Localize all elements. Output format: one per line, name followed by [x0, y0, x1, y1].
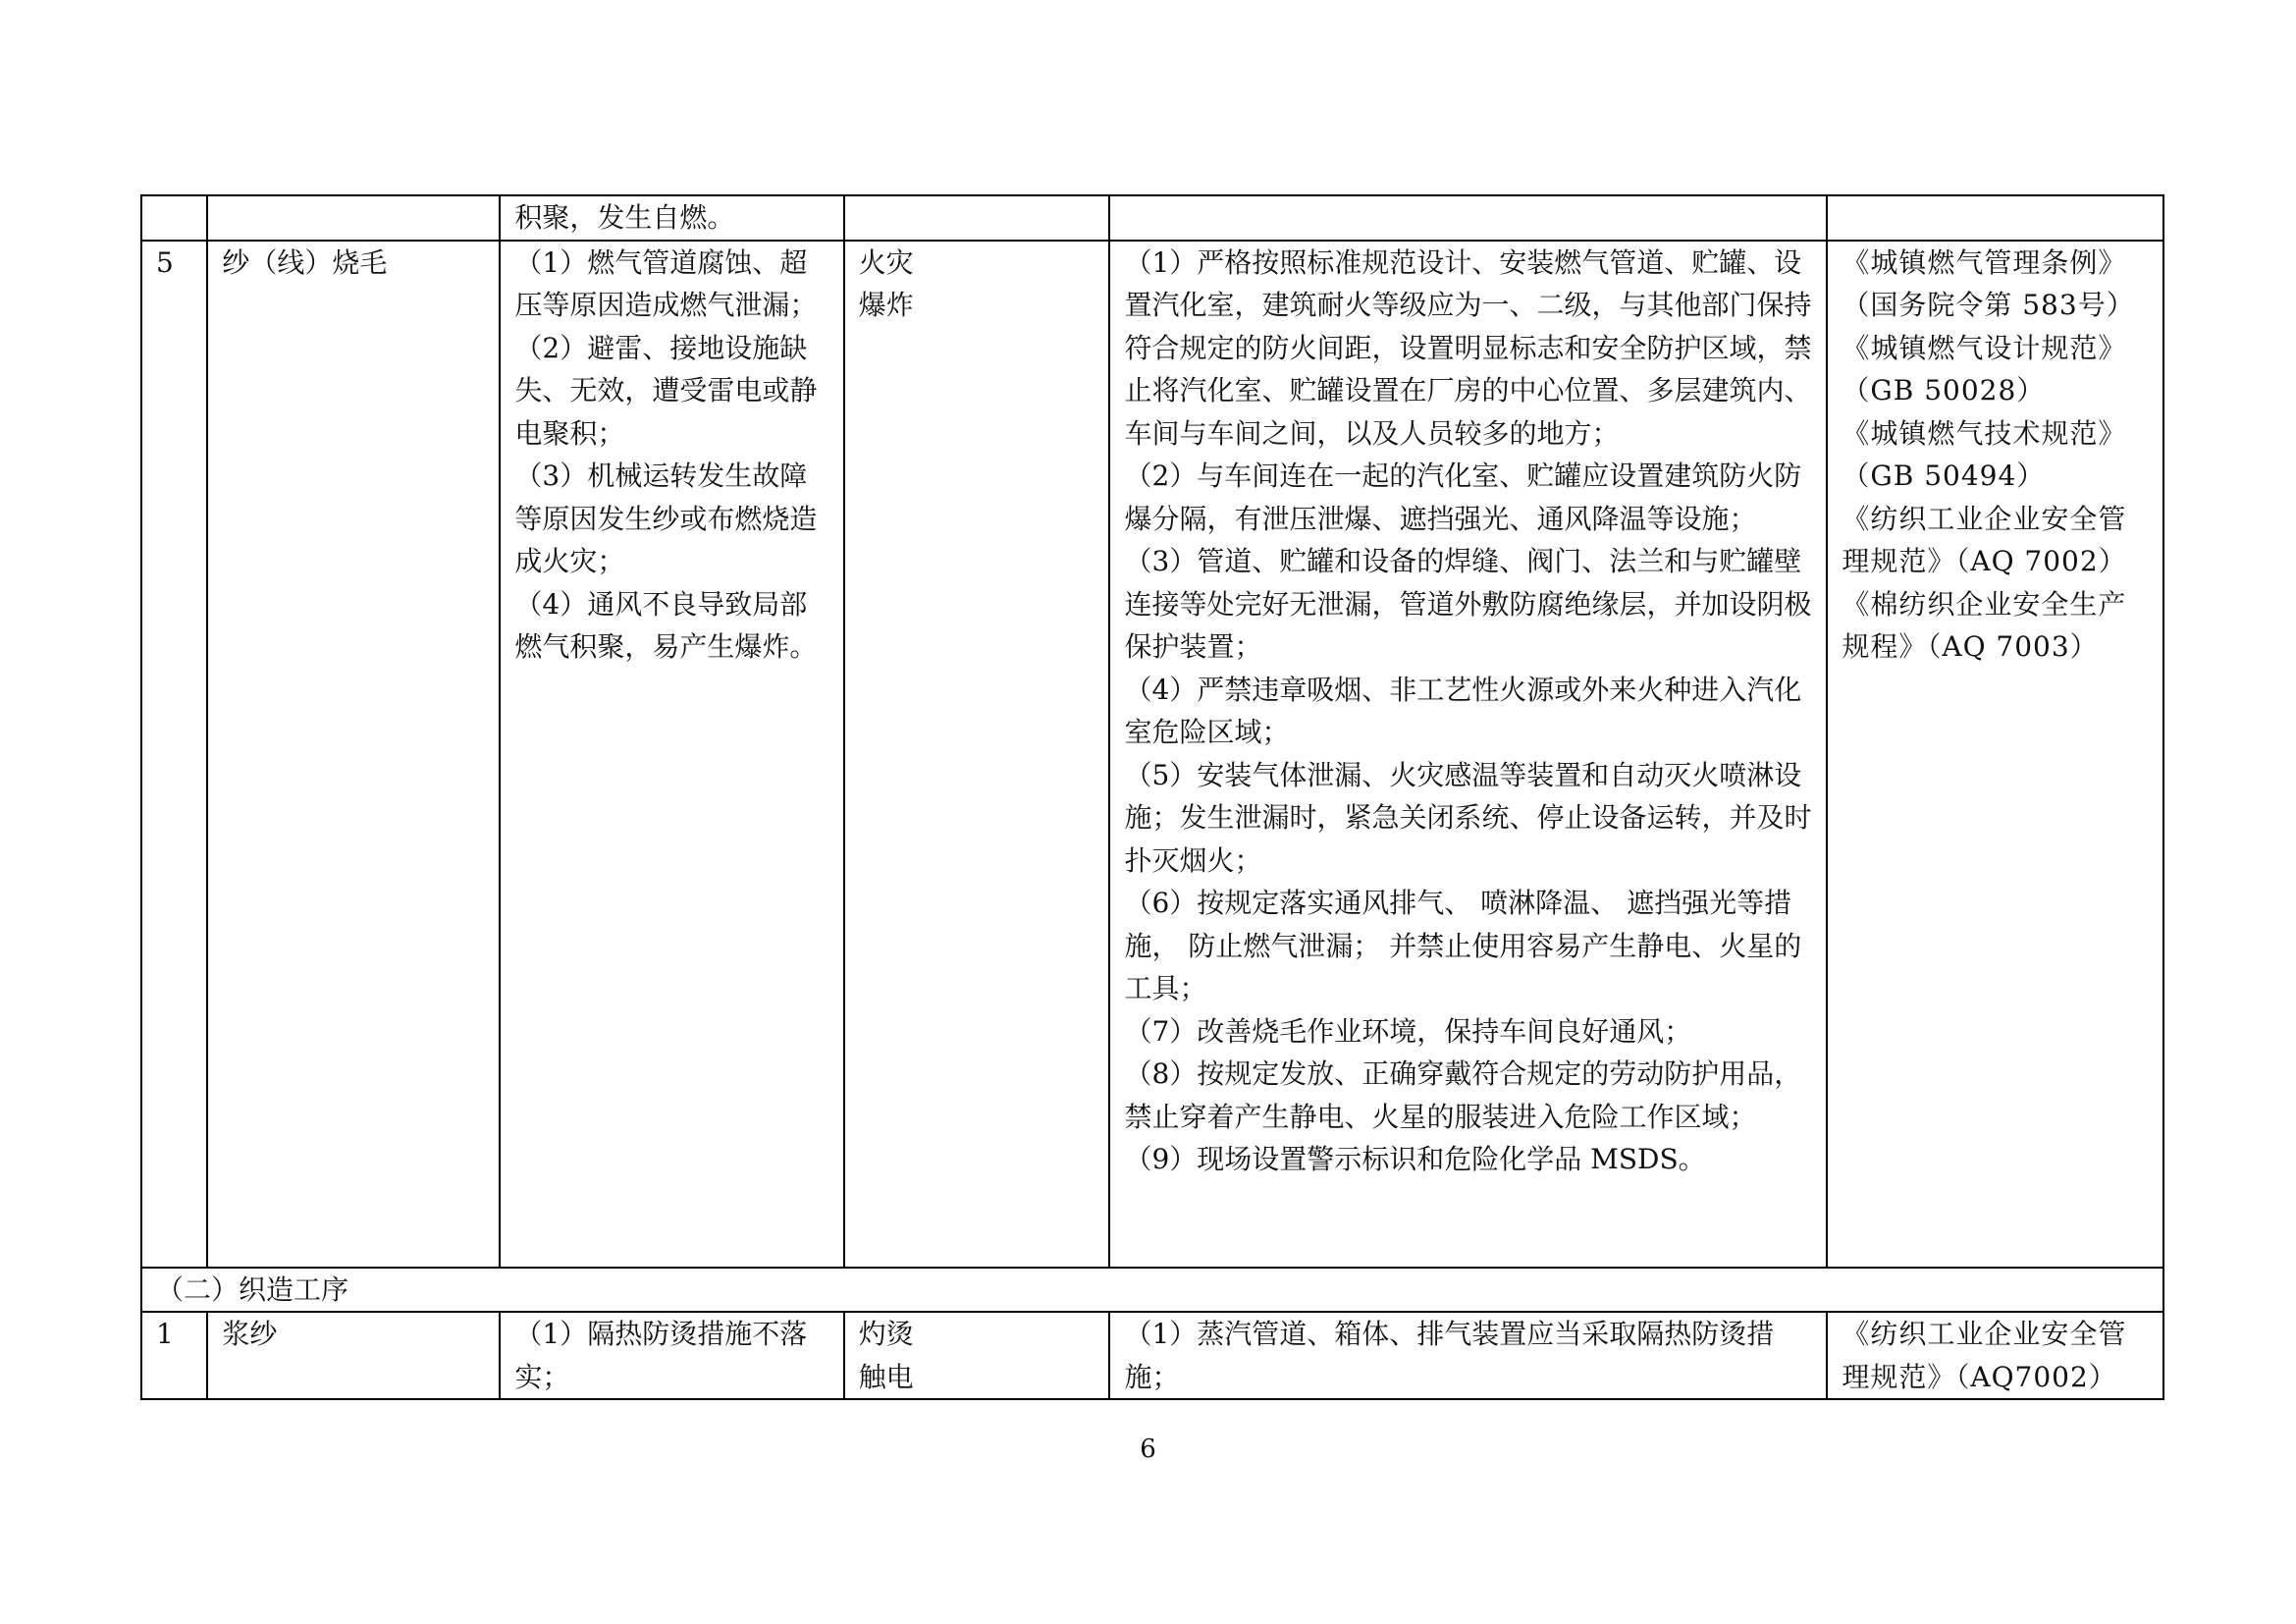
cell-process: [207, 195, 500, 241]
accident-type: 触电: [858, 1360, 914, 1393]
accident-type: 灼烫: [858, 1318, 914, 1350]
cell-measures: [1109, 1312, 1827, 1399]
standard-item: 《纺织工业企业安全管理规范》（AQ7002）: [1842, 1318, 2127, 1393]
cell-hazards: [500, 241, 843, 1268]
hazard-item: （1）隔热防烫措施不落实；: [514, 1318, 808, 1393]
cell-no: [141, 195, 207, 241]
measure-item: （1）蒸汽管道、箱体、排气装置应当采取隔热防烫措施；: [1124, 1318, 1775, 1393]
measure-item: （3）管道、贮罐和设备的焊缝、阀门、法兰和与贮罐壁连接等处完好无泄漏，管道外敷防腐绝缘层，并加设阴极保护装置；: [1124, 545, 1812, 663]
section-title: （二）织造工序: [141, 1268, 2163, 1313]
measure-item: （8）按规定发放、正确穿戴符合规定的劳动防护用品，禁止穿着产生静电、火星的服装进入危险工作区域；: [1124, 1057, 1802, 1133]
hazard-item: （3）机械运转发生故障等原因发生纱或布燃烧造成火灾；: [514, 460, 818, 577]
cell-hazards: 积聚，发生自燃。: [500, 195, 843, 241]
standard-item: 《棉纺织企业安全生产规程》（AQ 7003）: [1842, 587, 2127, 663]
measure-item: （5）安装气体泄漏、火灾感温等装置和自动灭火喷淋设施；发生泄漏时，紧急关闭系统、停止设备运转，并及时扑灭烟火；: [1124, 758, 1812, 877]
table-row-continuation: [141, 195, 2163, 241]
cell-standards: [1827, 241, 2163, 1268]
hazard-item: （1）燃气管道腐蚀、超压等原因造成燃气泄漏；: [514, 245, 818, 321]
measure-item: （6）按规定落实通风排气、 喷淋降温、 遮挡强光等措施， 防止燃气泄漏； 并禁止使用容易产生静电、火星的工具；: [1124, 887, 1802, 1004]
standard-item: 《城镇燃气管理条例》（国务院令第 583号）: [1842, 245, 2135, 321]
page-number: 6: [1140, 1435, 1156, 1464]
section-row: [141, 1268, 2163, 1313]
measure-item: （7）改善烧毛作业环境，保持车间良好通风；: [1124, 1014, 1692, 1048]
standard-item: 《城镇燃气技术规范》（GB 50494）: [1842, 416, 2127, 492]
measure-item: （9）现场设置警示标识和危险化学品 MSDS。: [1124, 1143, 1706, 1175]
cell-measures: [1109, 195, 1827, 241]
accident-type: 火灾: [858, 245, 914, 279]
standard-item: 《纺织工业企业安全管理规范》（AQ 7002）: [1842, 502, 2127, 577]
measure-item: （4）严禁违章吸烟、非工艺性火源或外来火种进入汽化室危险区域；: [1124, 673, 1802, 748]
hazard-item: （2）避雷、接地设施缺失、无效，遭受雷电或静电聚积；: [514, 331, 818, 450]
cell-accident-type: [844, 195, 1110, 241]
standard-item: 《城镇燃气设计规范》（GB 50028）: [1842, 331, 2127, 406]
cell-no: 5: [141, 241, 207, 1268]
table-row-5: [141, 241, 2163, 1268]
accident-type: 爆炸: [858, 289, 914, 321]
table-row-1: [141, 1312, 2163, 1399]
cell-standards: [1827, 1312, 2163, 1399]
cell-accident-type: [844, 1312, 1110, 1399]
cell-standards: [1827, 195, 2163, 241]
measure-item: （2）与车间连在一起的汽化室、贮罐应设置建筑防火防爆分隔，有泄压泄爆、遮挡强光、通风降温等设施；: [1124, 460, 1802, 535]
cell-hazards: [500, 1312, 843, 1399]
hazard-table: [140, 194, 2164, 1400]
cell-process: 浆纱: [207, 1312, 500, 1399]
cell-measures: [1109, 241, 1827, 1268]
cell-accident-type: [844, 241, 1110, 1268]
hazard-item: （4）通风不良导致局部燃气积聚，易产生爆炸。: [514, 587, 818, 663]
measure-item: （1）严格按照标准规范设计、安装燃气管道、贮罐、设置汽化室，建筑耐火等级应为一、二级，与其他部门保持符合规定的防火间距，设置明显标志和安全防护区域，禁止将汽化室、贮罐设置在厂房的中心位置、多层建筑内、车间与车间之间，以及人员较多的地方；: [1124, 245, 1812, 450]
cell-process: 纱（线）烧毛: [207, 241, 500, 1268]
cell-no: 1: [141, 1312, 207, 1399]
